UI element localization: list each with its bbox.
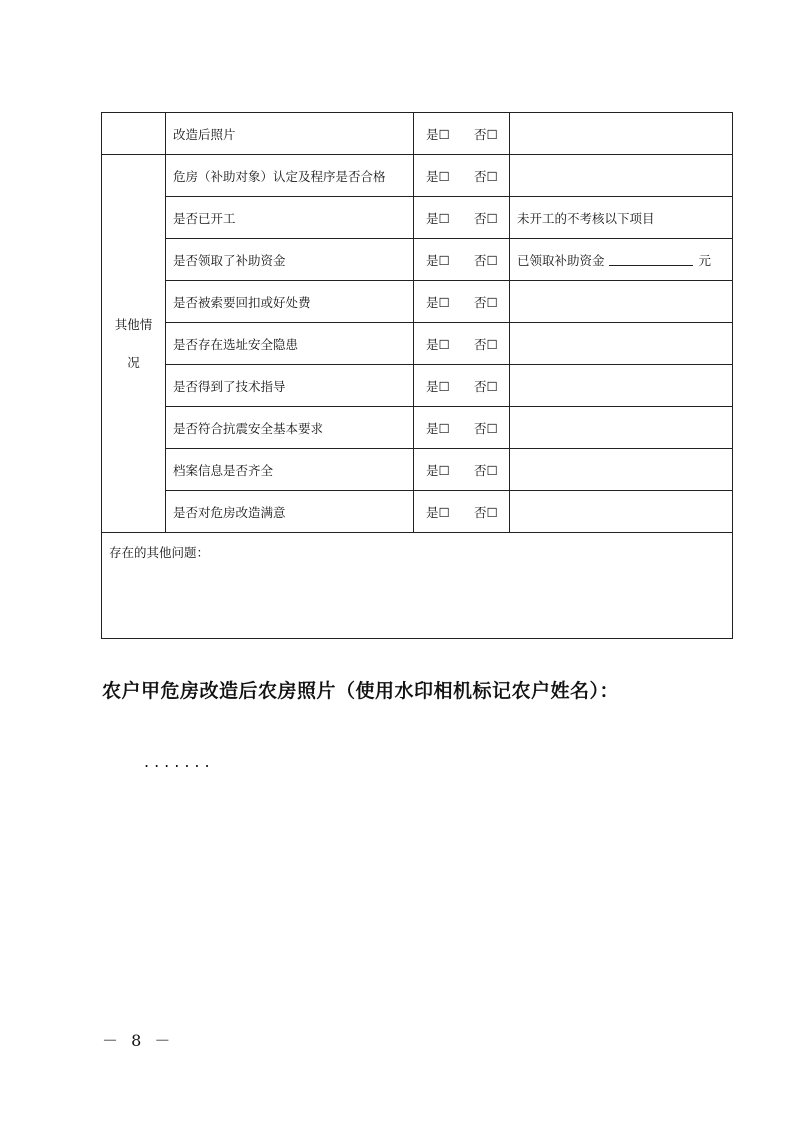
yes-no-options [414,365,510,407]
yes-no-options [414,113,510,155]
note-cell [510,155,733,197]
yes-no-options [414,281,510,323]
note-cell [510,323,733,365]
no-checkbox[interactable]: 否☐ [474,126,498,142]
note-cell [510,407,733,449]
yes-checkbox[interactable]: 是☐ [426,126,450,142]
yes-checkbox[interactable]: 是☐ [426,210,450,226]
yes-checkbox[interactable]: 是☐ [426,168,450,184]
note-cell: 未开工的不考核以下项目 [510,197,733,239]
no-checkbox[interactable]: 否☐ [474,378,498,394]
yes-checkbox[interactable]: 是☐ [426,336,450,352]
note-cell [510,239,733,281]
yes-checkbox[interactable]: 是☐ [426,462,450,478]
table-row [102,491,733,533]
table-row [102,281,733,323]
other-issues-row [102,533,733,639]
no-checkbox[interactable]: 否☐ [474,504,498,520]
no-checkbox[interactable]: 否☐ [474,252,498,268]
yes-no-options [414,155,510,197]
item-label: 是否得到了技术指导 [166,365,414,407]
yes-no-options [414,323,510,365]
note-cell [510,113,733,155]
yes-no-options [414,239,510,281]
yes-checkbox[interactable]: 是☐ [426,504,450,520]
table-row [102,407,733,449]
table-row [102,197,733,239]
table-row [102,323,733,365]
item-label: 档案信息是否齐全 [166,449,414,491]
item-label: 是否存在选址安全隐患 [166,323,414,365]
other-issues-label: 存在的其他问题： [109,545,210,560]
note-unit: 元 [698,252,712,268]
note-cell [510,365,733,407]
group-label-other-situations: 其他情况 [102,155,166,533]
amount-blank-line[interactable] [609,253,693,266]
no-checkbox[interactable]: 否☐ [474,168,498,184]
note-cell [510,449,733,491]
table-row [102,239,733,281]
yes-checkbox[interactable]: 是☐ [426,378,450,394]
yes-checkbox[interactable]: 是☐ [426,252,450,268]
item-label: 是否领取了补助资金 [166,239,414,281]
no-checkbox[interactable]: 否☐ [474,294,498,310]
item-label: 是否已开工 [166,197,414,239]
yes-checkbox[interactable]: 是☐ [426,420,450,436]
ellipsis: ....... [144,752,215,771]
table-row [102,365,733,407]
note-cell [510,281,733,323]
page-number: － 8 － [102,1031,175,1050]
yes-checkbox[interactable]: 是☐ [426,294,450,310]
no-checkbox[interactable]: 否☐ [474,210,498,226]
item-label: 危房（补助对象）认定及程序是否合格 [166,155,414,197]
yes-no-options [414,491,510,533]
item-label: 改造后照片 [166,113,414,155]
no-checkbox[interactable]: 否☐ [474,462,498,478]
no-checkbox[interactable]: 否☐ [474,420,498,436]
no-checkbox[interactable]: 否☐ [474,336,498,352]
note-cell [510,491,733,533]
table-row [102,449,733,491]
section-title: 农户甲危房改造后农房照片（使用水印相机标记农户姓名）： [102,680,620,702]
table-row [102,113,733,155]
item-label: 是否对危房改造满意 [166,491,414,533]
yes-no-options [414,449,510,491]
note-text: 已领取补助资金 [517,252,605,268]
yes-no-options [414,407,510,449]
yes-no-options [414,197,510,239]
table-row [102,155,733,197]
empty-cell [102,113,166,155]
item-label: 是否被索要回扣或好处费 [166,281,414,323]
other-issues-field[interactable] [102,533,733,639]
item-label: 是否符合抗震安全基本要求 [166,407,414,449]
inspection-table [101,112,733,639]
